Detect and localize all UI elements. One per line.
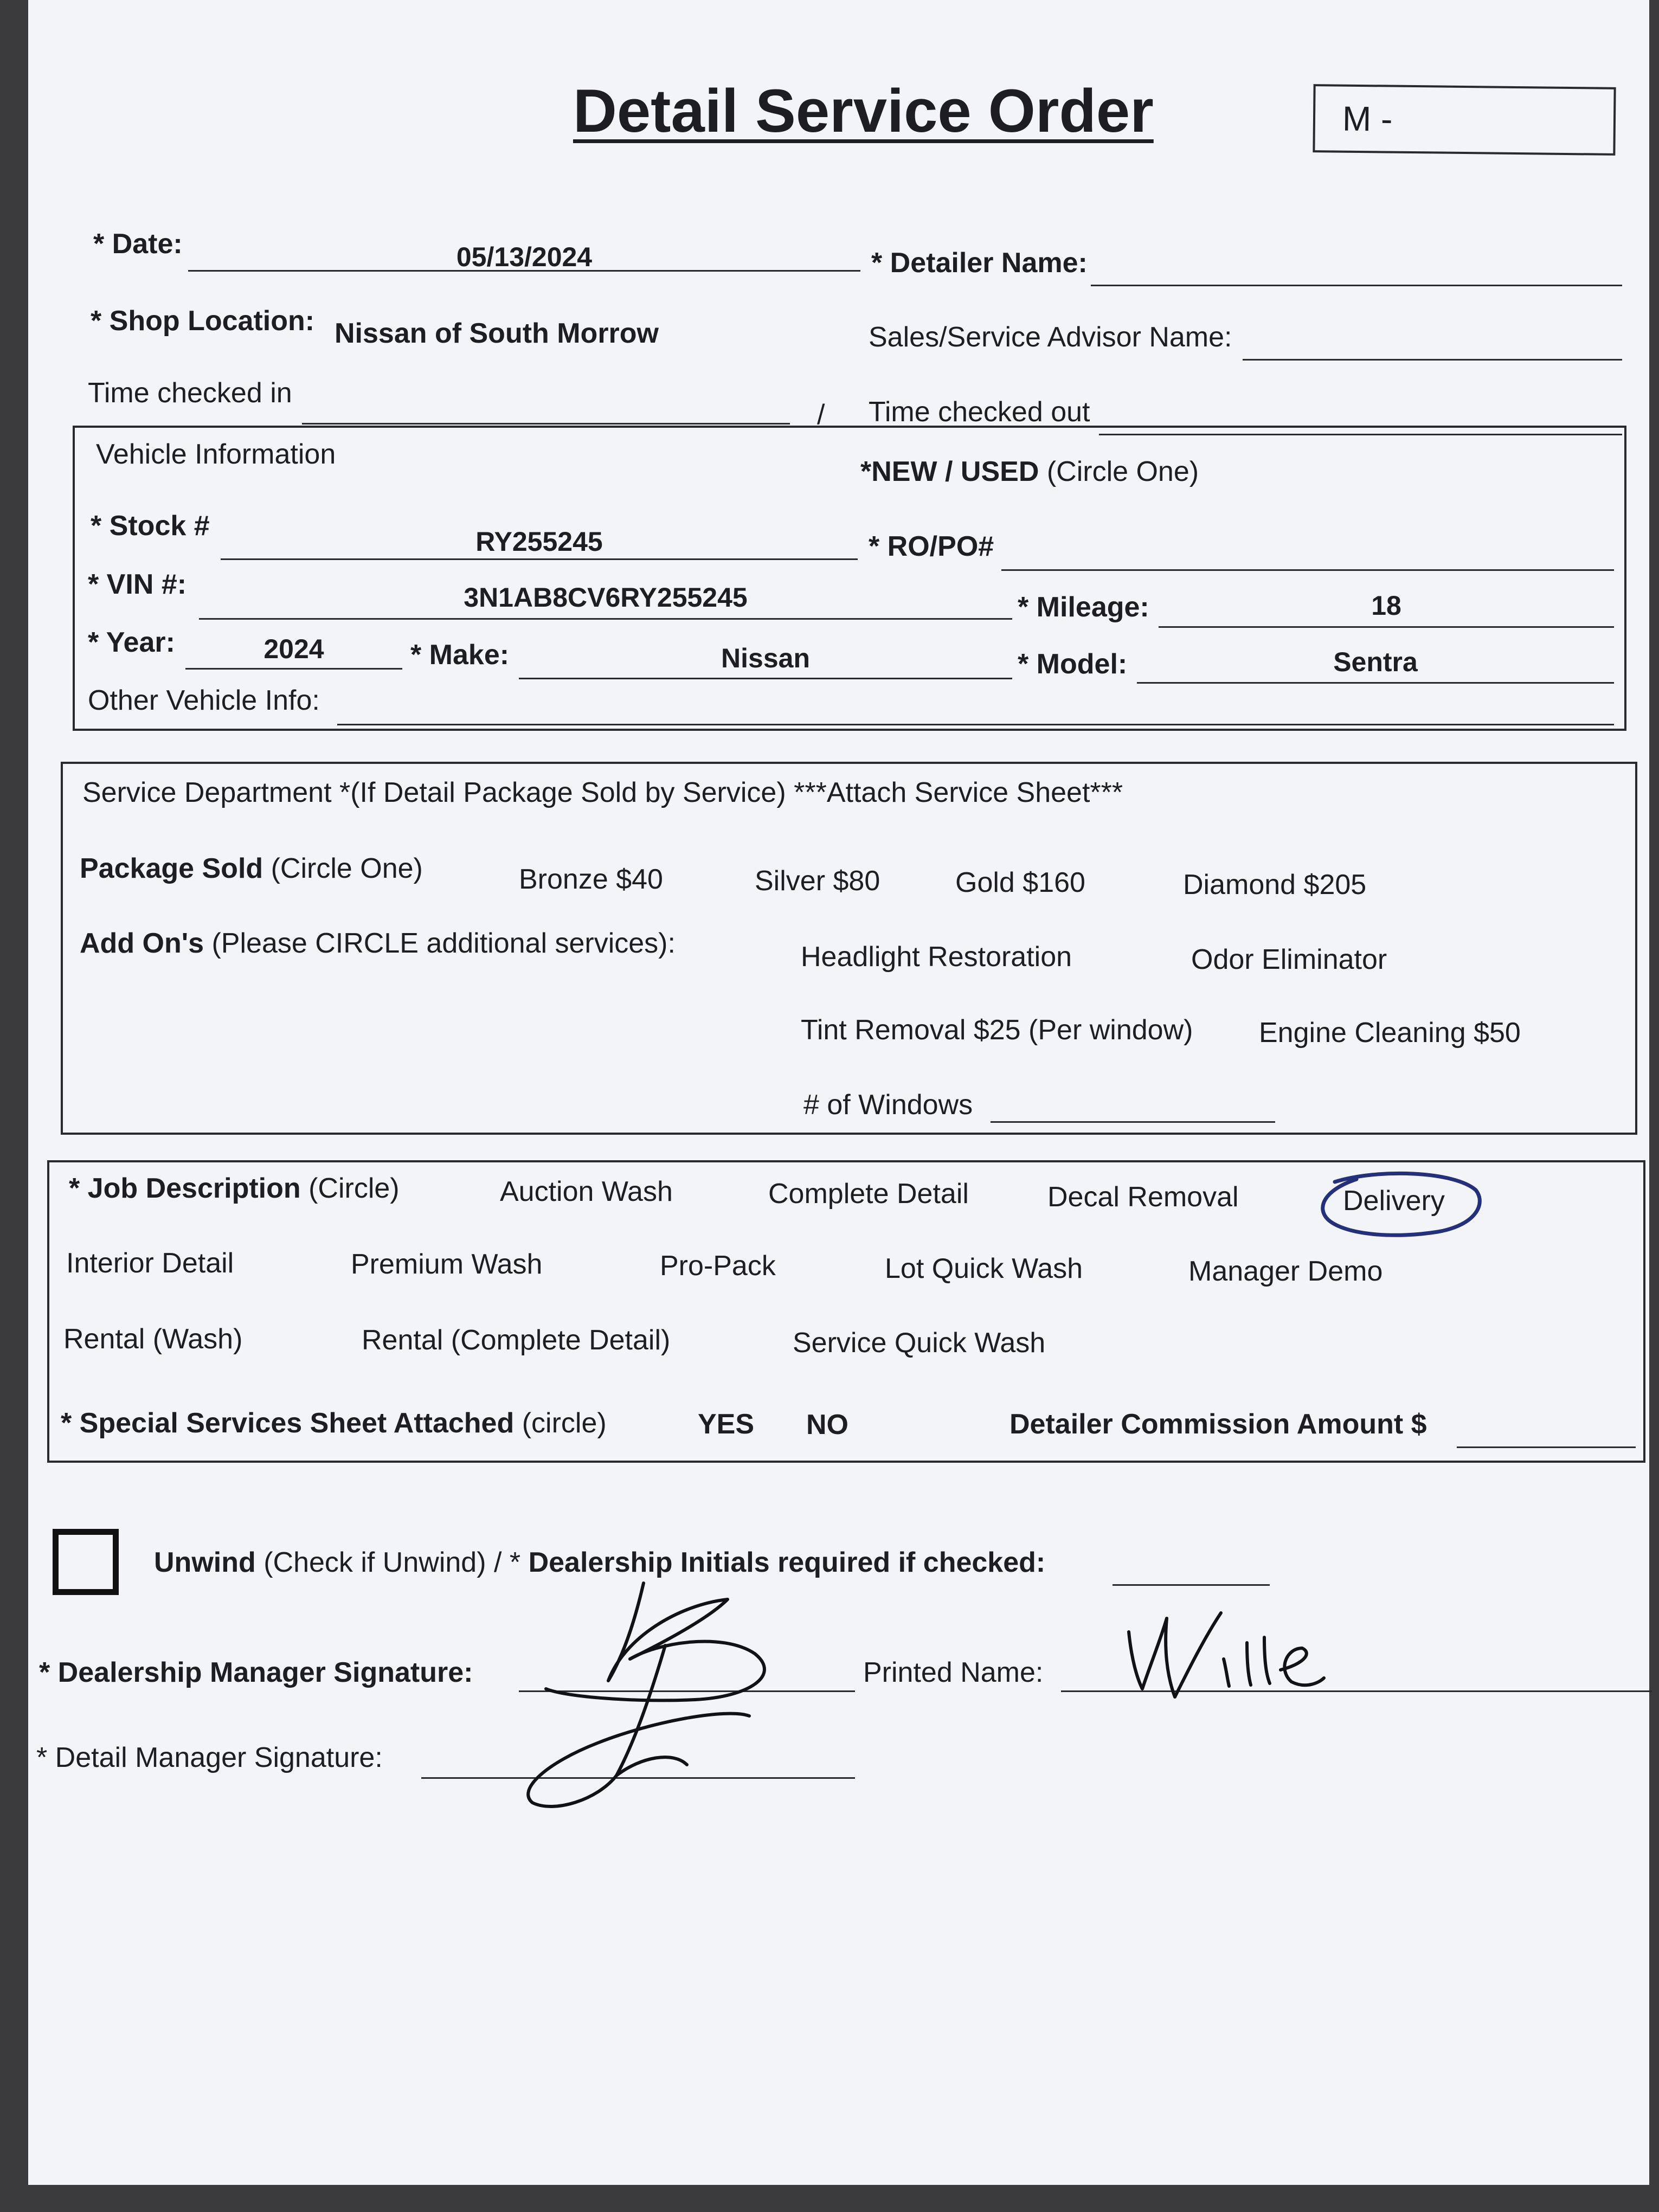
job-complete-detail[interactable]: Complete Detail	[768, 1178, 969, 1210]
handwritten-printed-name	[28, 0, 1649, 2185]
job-rental-complete-detail[interactable]: Rental (Complete Detail)	[362, 1324, 671, 1356]
mileage-field[interactable]: 18	[1371, 590, 1401, 621]
order-number-label: M -	[1342, 99, 1393, 139]
addon-engine-cleaning[interactable]: Engine Cleaning $50	[1259, 1017, 1521, 1049]
unwind-label: Unwind (Check if Unwind) / * Dealership Initials required if checked:	[154, 1547, 1046, 1578]
time-in-label: Time checked in	[88, 377, 292, 409]
job-rental-wash[interactable]: Rental (Wash)	[63, 1323, 243, 1355]
job-pro-pack[interactable]: Pro-Pack	[660, 1250, 776, 1282]
time-separator: /	[817, 399, 825, 430]
mileage-label: * Mileage:	[1018, 591, 1149, 623]
package-diamond[interactable]: Diamond $205	[1183, 869, 1367, 901]
special-services-yes[interactable]: YES	[698, 1409, 755, 1440]
year-field[interactable]: 2024	[263, 634, 324, 664]
job-service-quick-wash[interactable]: Service Quick Wash	[793, 1327, 1046, 1359]
job-decal-removal[interactable]: Decal Removal	[1047, 1181, 1239, 1213]
new-used-label: *NEW / USED	[860, 456, 1039, 487]
other-vehicle-info-label: Other Vehicle Info:	[88, 685, 320, 716]
job-lot-quick-wash[interactable]: Lot Quick Wash	[885, 1253, 1083, 1284]
commission-amount-label: Detailer Commission Amount $	[1009, 1409, 1427, 1440]
year-label: * Year:	[88, 627, 175, 658]
package-sold-label: Package Sold (Circle One)	[80, 853, 423, 884]
windows-count-label: # of Windows	[803, 1089, 973, 1121]
date-field[interactable]: 05/13/2024	[456, 242, 593, 272]
addon-headlight-restoration[interactable]: Headlight Restoration	[801, 941, 1072, 973]
date-label: * Date:	[93, 228, 183, 260]
special-services-label: * Special Services Sheet Attached (circle)	[61, 1407, 607, 1439]
stock-field[interactable]: RY255245	[475, 526, 603, 557]
vin-field[interactable]: 3N1AB8CV6RY255245	[464, 582, 748, 613]
make-field[interactable]: Nissan	[721, 643, 810, 673]
page-title: Detail Service Order	[573, 77, 1154, 145]
job-auction-wash[interactable]: Auction Wash	[500, 1176, 673, 1207]
addon-odor-eliminator[interactable]: Odor Eliminator	[1191, 944, 1387, 975]
new-used-hint: (Circle One)	[1046, 456, 1199, 487]
time-out-label: Time checked out	[869, 396, 1090, 428]
make-label: * Make:	[410, 639, 510, 671]
package-silver[interactable]: Silver $80	[755, 865, 880, 897]
ro-po-label: * RO/PO#	[869, 531, 994, 562]
add-ons-label: Add On's (Please CIRCLE additional services):	[80, 928, 676, 959]
vin-label: * VIN #:	[88, 569, 187, 600]
detailer-name-label: * Detailer Name:	[871, 247, 1088, 279]
job-premium-wash[interactable]: Premium Wash	[351, 1249, 543, 1280]
model-label: * Model:	[1018, 648, 1128, 680]
package-gold[interactable]: Gold $160	[955, 867, 1085, 898]
advisor-name-label: Sales/Service Advisor Name:	[869, 321, 1232, 353]
shop-location-field[interactable]: Nissan of South Morrow	[335, 318, 659, 349]
job-description-label: * Job Description (Circle)	[69, 1173, 400, 1204]
service-department-header: Service Department *(If Detail Package Sold by Service) ***Attach Service Sheet***	[82, 777, 1123, 808]
package-bronze[interactable]: Bronze $40	[519, 864, 663, 895]
addon-tint-removal[interactable]: Tint Removal $25 (Per window)	[801, 1014, 1193, 1046]
dealership-manager-signature-label: * Dealership Manager Signature:	[39, 1657, 473, 1688]
job-interior-detail[interactable]: Interior Detail	[66, 1248, 234, 1279]
printed-name-label: Printed Name:	[863, 1657, 1044, 1688]
service-order-sheet	[28, 0, 1649, 2185]
shop-location-label: * Shop Location:	[91, 305, 315, 337]
special-services-no[interactable]: NO	[806, 1409, 848, 1441]
stock-label: * Stock #	[91, 510, 210, 542]
detail-manager-signature-label: * Detail Manager Signature:	[36, 1742, 383, 1773]
job-delivery[interactable]: Delivery	[1343, 1185, 1445, 1217]
vehicle-info-label: Vehicle Information	[96, 439, 336, 470]
model-field[interactable]: Sentra	[1333, 647, 1418, 677]
job-manager-demo[interactable]: Manager Demo	[1188, 1256, 1383, 1287]
